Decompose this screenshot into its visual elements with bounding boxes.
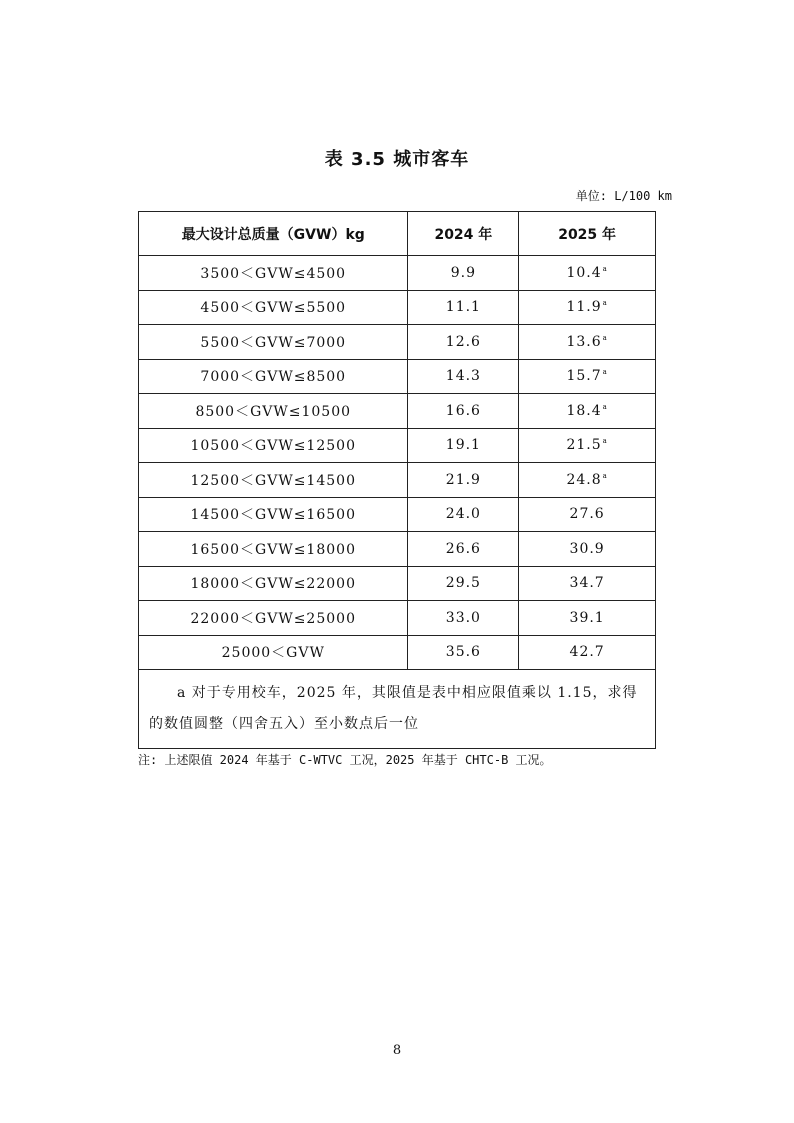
limit-2025-value: 34.7 bbox=[569, 575, 605, 592]
limit-2025-value: 13.6 bbox=[566, 333, 602, 350]
limit-2024-cell: 33.0 bbox=[408, 601, 519, 636]
limit-2025-value: 11.9 bbox=[566, 299, 602, 316]
footnote-marker: a bbox=[602, 402, 608, 411]
table-row bbox=[139, 497, 656, 532]
footnote-cell bbox=[139, 670, 656, 749]
limit-2024-cell: 12.6 bbox=[408, 325, 519, 360]
gvw-range-cell: 5500＜GVW≤7000 bbox=[139, 325, 408, 360]
limit-2025-cell bbox=[519, 359, 656, 394]
table-body bbox=[139, 256, 656, 670]
gvw-range-cell: 7000＜GVW≤8500 bbox=[139, 359, 408, 394]
gvw-range-cell: 18000＜GVW≤22000 bbox=[139, 566, 408, 601]
footnote-line-2: 的数值圆整（四舍五入）至小数点后一位 bbox=[149, 716, 419, 732]
table-row bbox=[139, 325, 656, 360]
limit-2025-value: 24.8 bbox=[566, 471, 602, 488]
limit-2025-cell bbox=[519, 601, 656, 636]
limit-2025-cell bbox=[519, 325, 656, 360]
limit-2024-cell: 16.6 bbox=[408, 394, 519, 429]
table-row bbox=[139, 394, 656, 429]
table-row bbox=[139, 359, 656, 394]
gvw-range-cell: 12500＜GVW≤14500 bbox=[139, 463, 408, 498]
limit-2024-cell: 24.0 bbox=[408, 497, 519, 532]
gvw-range-cell: 4500＜GVW≤5500 bbox=[139, 290, 408, 325]
limit-2024-cell: 35.6 bbox=[408, 635, 519, 670]
gvw-range-cell: 10500＜GVW≤12500 bbox=[139, 428, 408, 463]
gvw-range-cell: 3500＜GVW≤4500 bbox=[139, 256, 408, 291]
limit-2025-value: 39.1 bbox=[569, 609, 605, 626]
table-row bbox=[139, 601, 656, 636]
footnote-marker: a bbox=[602, 437, 608, 446]
gvw-range-cell: 8500＜GVW≤10500 bbox=[139, 394, 408, 429]
limit-2025-value: 30.9 bbox=[569, 540, 605, 557]
limit-2025-cell bbox=[519, 290, 656, 325]
unit-label: 单位: L/100 km bbox=[575, 189, 672, 203]
footnote-marker: a bbox=[602, 333, 608, 342]
footnote-marker: a bbox=[602, 264, 608, 273]
limit-2025-cell bbox=[519, 566, 656, 601]
gvw-range-cell: 14500＜GVW≤16500 bbox=[139, 497, 408, 532]
header-row bbox=[139, 212, 656, 256]
limit-2025-cell bbox=[519, 463, 656, 498]
limit-2024-cell: 21.9 bbox=[408, 463, 519, 498]
table-row bbox=[139, 428, 656, 463]
gvw-range-cell: 22000＜GVW≤25000 bbox=[139, 601, 408, 636]
page-number: 8 bbox=[392, 1043, 402, 1058]
header-gvw: 最大设计总质量（GVW）kg bbox=[139, 212, 408, 256]
table-row bbox=[139, 532, 656, 567]
limit-2025-cell bbox=[519, 256, 656, 291]
limit-2025-value: 42.7 bbox=[569, 644, 605, 661]
table-row bbox=[139, 256, 656, 291]
limit-2024-cell: 11.1 bbox=[408, 290, 519, 325]
table-row bbox=[139, 635, 656, 670]
limit-2025-value: 18.4 bbox=[566, 402, 602, 419]
footnote-row bbox=[139, 670, 656, 749]
table-note: 注: 上述限值 2024 年基于 C-WTVC 工况，2025 年基于 CHTC-B 工况。 bbox=[138, 753, 552, 767]
table-row bbox=[139, 463, 656, 498]
footnote-marker: a bbox=[602, 299, 608, 308]
limit-2025-cell bbox=[519, 532, 656, 567]
gvw-range-cell: 25000＜GVW bbox=[139, 635, 408, 670]
limit-2024-cell: 9.9 bbox=[408, 256, 519, 291]
footnote-line-1: a 对于专用校车，2025 年，其限值是表中相应限值乘以 1.15，求得 bbox=[177, 685, 638, 701]
limits-table bbox=[138, 211, 656, 749]
limit-2025-cell bbox=[519, 428, 656, 463]
limit-2025-cell bbox=[519, 497, 656, 532]
footnote-marker: a bbox=[602, 368, 608, 377]
header-2024: 2024 年 bbox=[408, 212, 519, 256]
limit-2024-cell: 26.6 bbox=[408, 532, 519, 567]
limit-2024-cell: 19.1 bbox=[408, 428, 519, 463]
table-title: 表 3.5 城市客车 bbox=[324, 149, 470, 170]
limit-2025-value: 10.4 bbox=[566, 264, 602, 281]
limit-2025-cell bbox=[519, 394, 656, 429]
limit-2025-value: 15.7 bbox=[566, 368, 602, 385]
limit-2024-cell: 14.3 bbox=[408, 359, 519, 394]
limit-2025-cell bbox=[519, 635, 656, 670]
header-2025: 2025 年 bbox=[519, 212, 656, 256]
gvw-range-cell: 16500＜GVW≤18000 bbox=[139, 532, 408, 567]
limit-2025-value: 27.6 bbox=[569, 506, 605, 523]
table-row bbox=[139, 290, 656, 325]
limit-2024-cell: 29.5 bbox=[408, 566, 519, 601]
footnote-marker: a bbox=[602, 471, 608, 480]
table-row bbox=[139, 566, 656, 601]
limit-2025-value: 21.5 bbox=[566, 437, 602, 454]
